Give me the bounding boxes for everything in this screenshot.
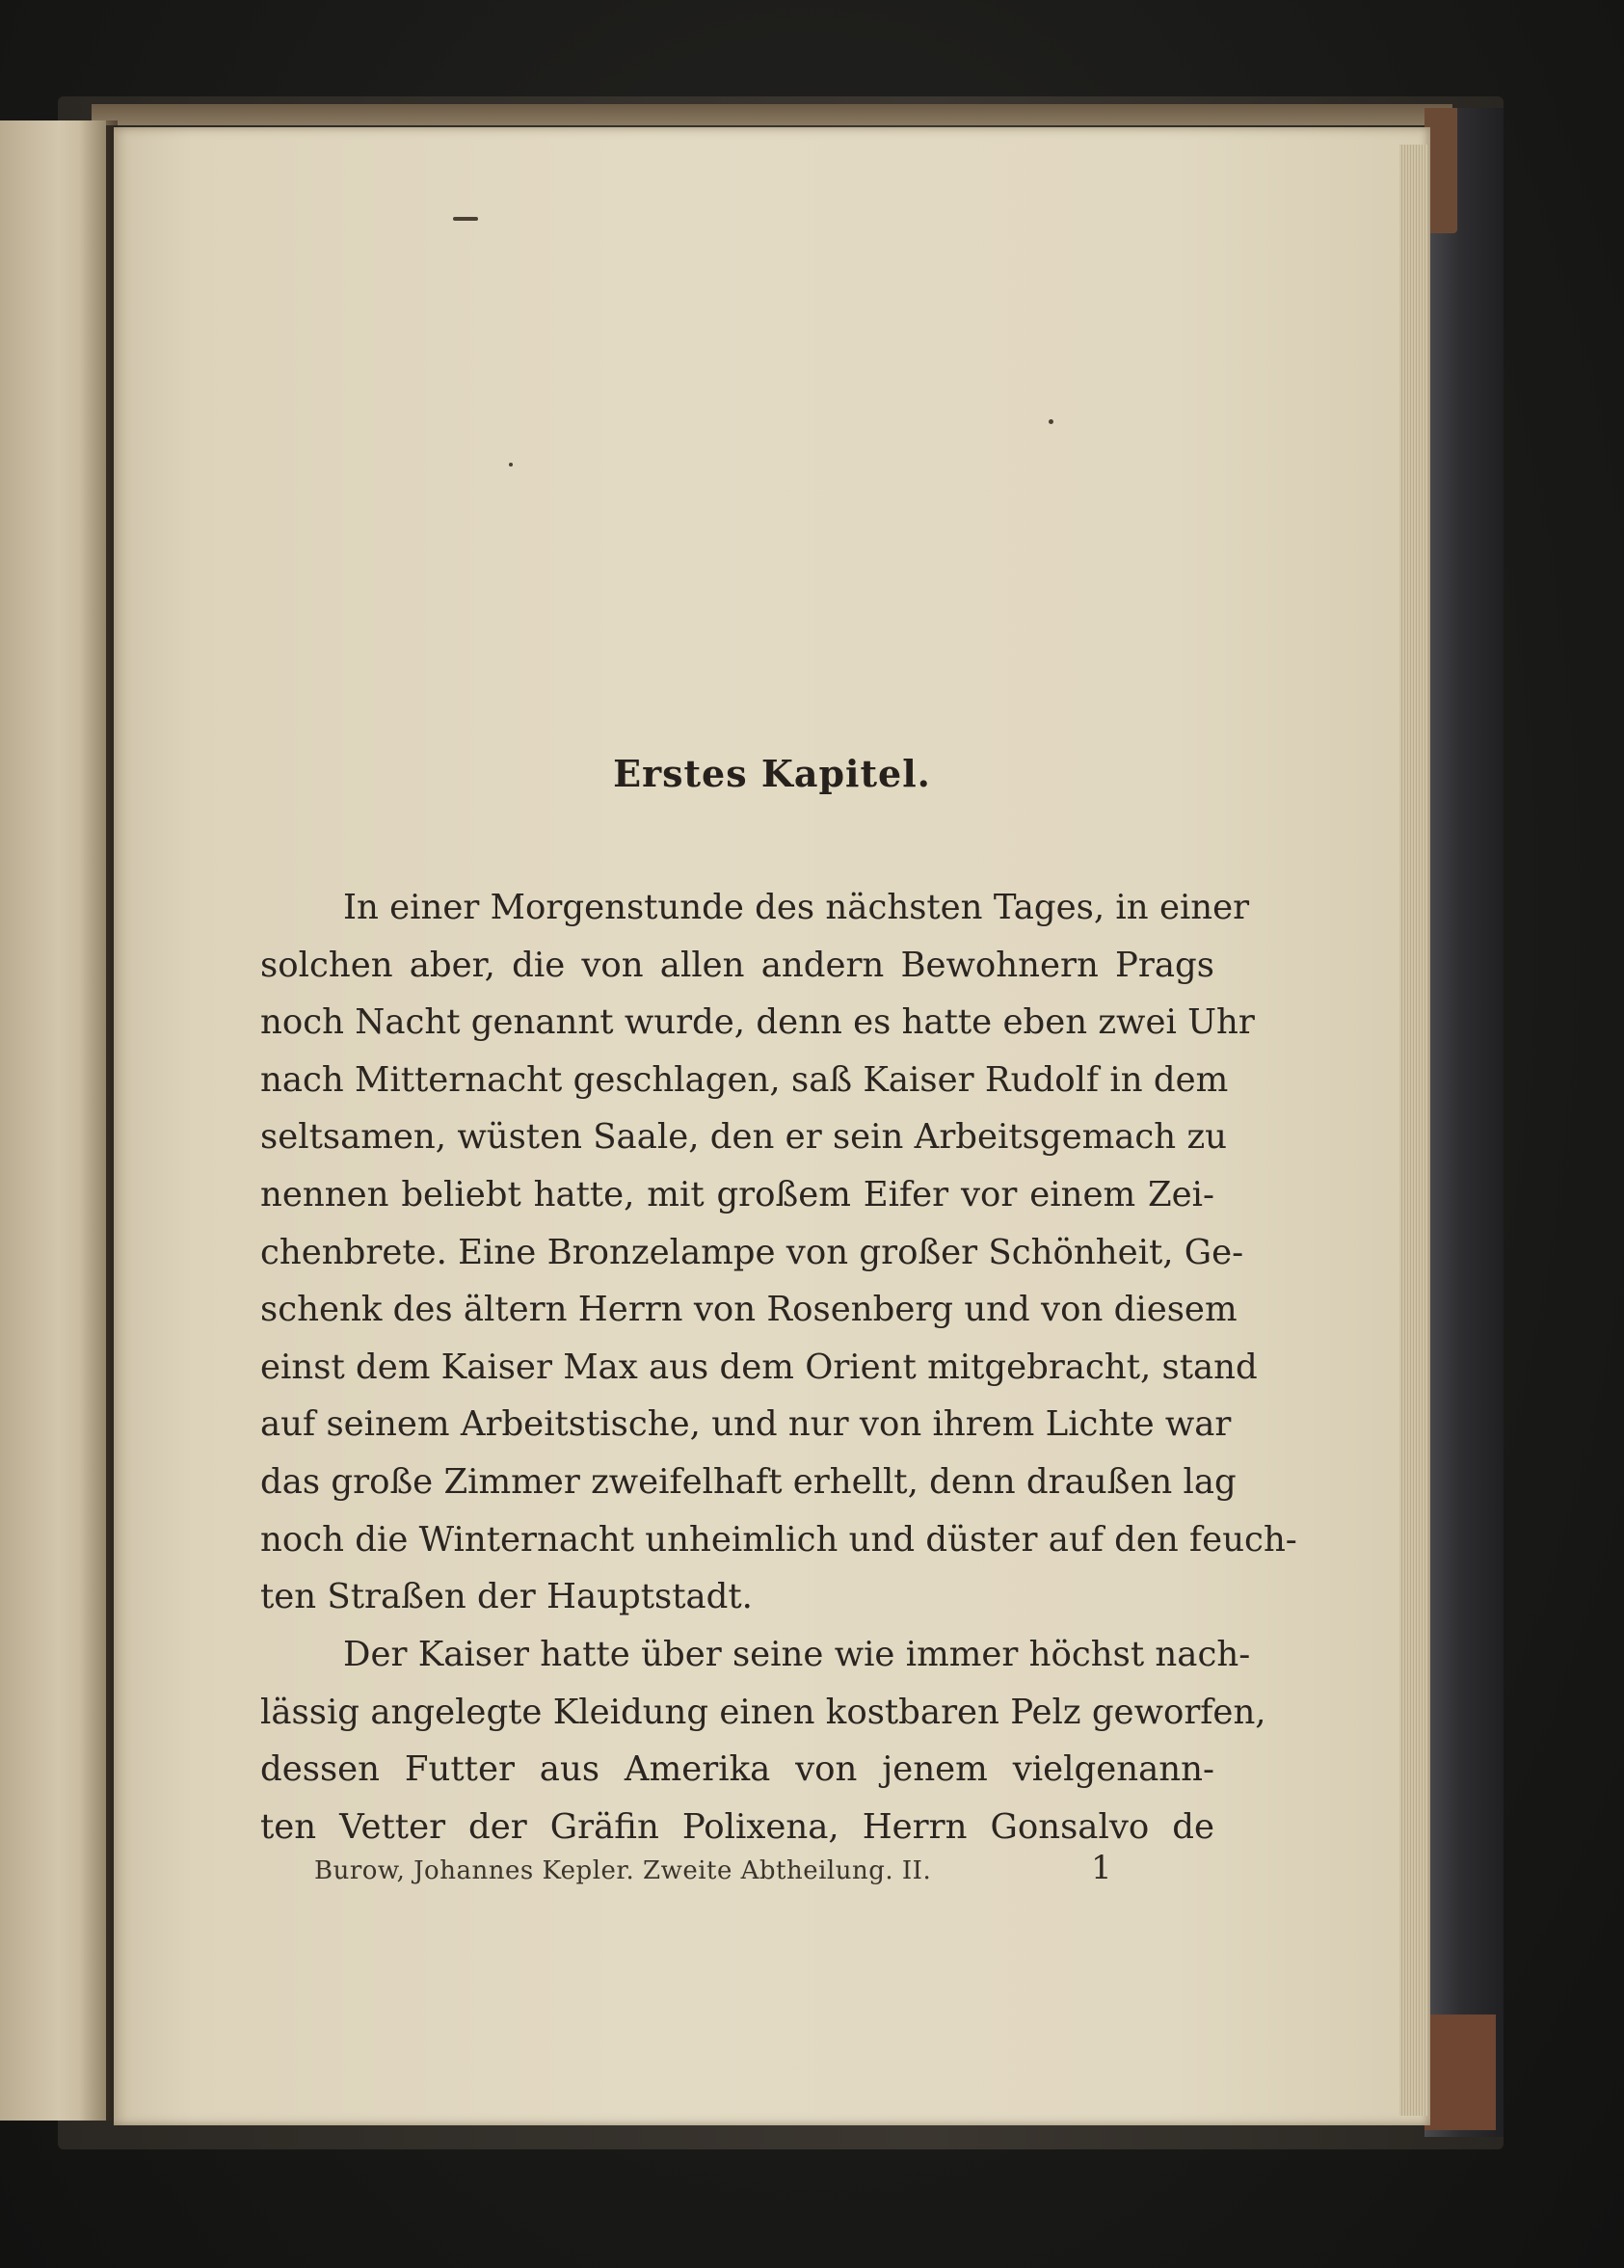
paragraph-2 [260,1626,1266,1855]
text-line: das große Zimmer zweifelhaft erhellt, denn draußen lag [260,1461,1237,1502]
page-footer-signature: Burow, Johannes Kepler. Zweite Abtheilung. II. [314,1856,932,1885]
text-line: ten Vetter der Gräfin Polixena, Herrn Gonsalvo de [260,1806,1214,1847]
text-line: dessen Futter aus Amerika von jenem vielgenann- [260,1749,1214,1790]
text-line: seltsamen, wüsten Saale, den er sein Arbeitsgemach zu [260,1117,1228,1158]
text-line: schenk des ältern Herrn von Rosenberg und von diesem [260,1290,1238,1330]
chapter-title: Erstes Kapitel. [613,752,931,795]
text-line: Der Kaiser hatte über seine wie immer höchst nach- [343,1635,1251,1674]
page-number: 1 [1091,1849,1112,1887]
page-stack-edge [1399,145,1428,2116]
paragraph-1 [260,879,1297,1626]
text-line: In einer Morgenstunde des nächsten Tages, in einer [343,888,1250,927]
text-line: auf seinem Arbeitstische, und nur von ihrem Lichte war [260,1404,1232,1445]
book-top-edge [92,104,1452,125]
text-line: lässig angelegte Kleidung einen kostbaren Pelz geworfen, [260,1692,1266,1732]
book-cover-right-edge [1424,108,1504,2137]
text-line: solchen aber, die von allen andern Bewohnern Prags [260,945,1214,985]
text-line: ten Straßen der Hauptstadt. [260,1577,753,1617]
text-line: chenbrete. Eine Bronzelampe von großer Schönheit, Ge- [260,1232,1244,1272]
ink-speck [509,463,513,467]
text-line: nennen beliebt hatte, mit großem Eifer vor einem Zei- [260,1174,1214,1214]
ink-speck [1049,419,1053,424]
text-line: einst dem Kaiser Max aus dem Orient mitgebracht, stand [260,1347,1258,1387]
text-line: noch die Winternacht unheimlich und düster auf den feuch- [260,1519,1297,1560]
text-line: nach Mitternacht geschlagen, saß Kaiser Rudolf in dem [260,1059,1229,1100]
cover-corner-bottom [1424,2015,1496,2130]
gutter-shadow [79,120,118,2121]
ink-speck [453,217,478,221]
text-line: noch Nacht genannt wurde, denn es hatte eben zwei Uhr [260,1002,1255,1043]
